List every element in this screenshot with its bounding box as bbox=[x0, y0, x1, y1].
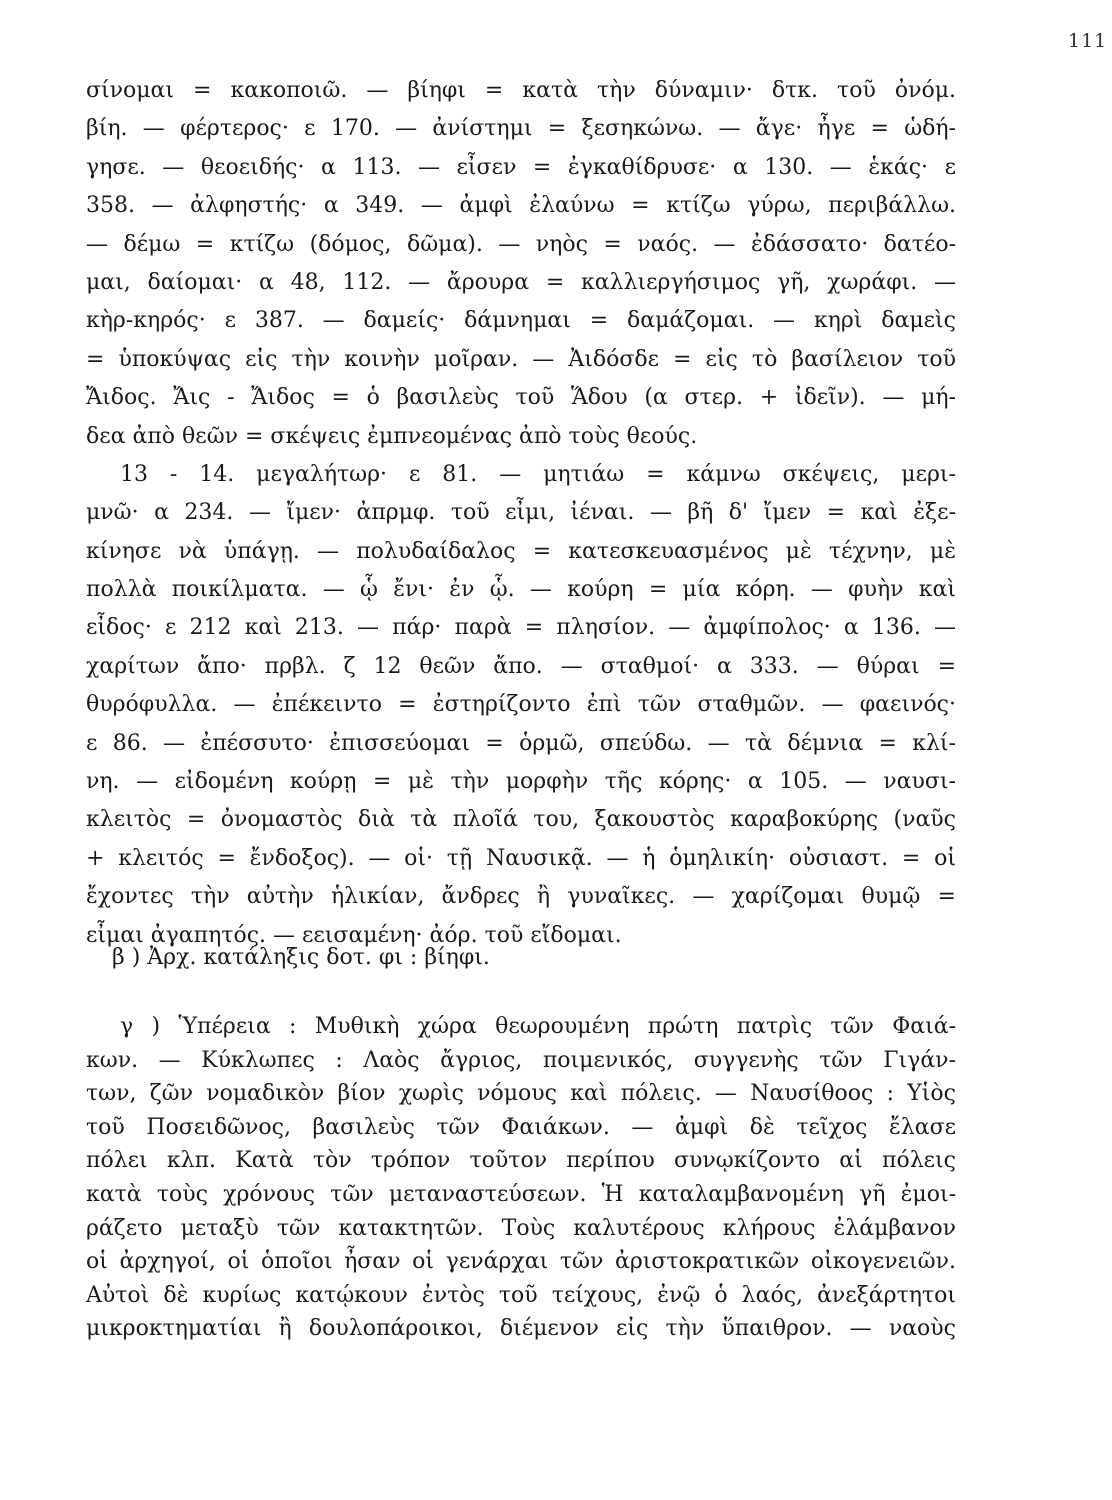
page-number: 111 bbox=[1068, 30, 1108, 52]
text-line: χαρίτων ἄπο· πρβλ. ζ 12 θεῶν ἄπο. — σταθμοί· α 333. — θύραι = bbox=[86, 653, 956, 679]
text-line: των, ζῶν νομαδικὸν βίον χωρὶς νόμους καὶ πόλεις. — Ναυσίθοος : Υἱὸς bbox=[86, 1081, 956, 1107]
text-line: δεα ἀπὸ θεῶν = σκέψεις ἐμπνεομένας ἀπὸ τοὺς θεούς. bbox=[86, 423, 698, 449]
text-line: βίη. — φέρτερος· ε 170. — ἀνίστημι = ξεσηκώνω. — ἄγε· ἦγε = ὡδή- bbox=[86, 116, 956, 142]
text-line: 13 - 14. μεγαλήτωρ· ε 81. — μητιάω = κάμνω σκέψεις, μερι- bbox=[120, 461, 956, 487]
text-line: — δέμω = κτίζω (δόμος, δῶμα). — νηὸς = ναός. — ἐδάσσατο· δατέο- bbox=[86, 231, 956, 257]
text-line: ἔχοντες τὴν αὐτὴν ἡλικίαν, ἄνδρες ἢ γυναῖκες. — χαρίζομαι θυμῷ = bbox=[86, 884, 956, 910]
main-text-block bbox=[86, 72, 956, 955]
text-line: εἶδος· ε 212 καὶ 213. — πάρ· παρὰ = πλησίον. — ἀμφίπολος· α 136. — bbox=[86, 615, 956, 641]
text-line: ε 86. — ἐπέσσυτο· ἐπισσεύομαι = ὁρμῶ, σπεύδω. — τὰ δέμνια = κλί- bbox=[86, 730, 956, 756]
text-line: πολλὰ ποικίλματα. — ᾧ ἔνι· ἐν ᾧ. — κούρη = μία κόρη. — φυὴν καὶ bbox=[86, 577, 956, 603]
text-line: + κλειτός = ἔνδοξος). — οἱ· τῇ Ναυσικᾷ. — ἡ ὁμηλικίη· οὐσιαστ. = οἱ bbox=[86, 845, 956, 871]
section-gamma bbox=[86, 1010, 956, 1346]
note-b: β ) Ἀρχ. κατάληξις δοτ. φι : βίηφι. bbox=[112, 945, 490, 970]
text-line: Αὐτοὶ δὲ κυρίως κατῴκουν ἐντὸς τοῦ τείχους, ἐνῷ ὁ λαός, ἀνεξάρτητοι bbox=[86, 1282, 956, 1308]
text-line: 358. — ἀλφηστής· α 349. — ἀμφὶ ἐλαύνω = κτίζω γύρω, περιβάλλω. bbox=[86, 193, 956, 219]
text-line: πόλει κλπ. Κατὰ τὸν τρόπον τοῦτον περίπου συνῳκίζοντο αἱ πόλεις bbox=[86, 1148, 956, 1174]
text-line: κατὰ τοὺς χρόνους τῶν μεταναστεύσεων. Ἡ καταλαμβανομένη γῆ ἐμοι- bbox=[86, 1181, 956, 1207]
text-line: = ὑποκύψας εἰς τὴν κοινὴν μοῖραν. — Ἀιδόσδε = εἰς τὸ βασίλειον τοῦ bbox=[86, 346, 956, 372]
text-line: κλειτὸς = ὀνομαστὸς διὰ τὰ πλοῖά του, ξακουστὸς καραβοκύρης (ναῦς bbox=[86, 807, 956, 833]
text-line: μικροκτηματίαι ἢ δουλοπάροικοι, διέμενον εἰς τὴν ὕπαιθρον. — ναοὺς bbox=[86, 1316, 956, 1342]
text-line: θυρόφυλλα. — ἐπέκειντο = ἐστηρίζοντο ἐπὶ τῶν σταθμῶν. — φαεινός· bbox=[86, 692, 956, 718]
text-line: ράζετο μεταξὺ τῶν κατακτητῶν. Τοὺς καλυτέρους κλήρους ἐλάμβανον bbox=[86, 1215, 956, 1241]
text-line: γ ) Ὑπέρεια : Μυθικὴ χώρα θεωρουμένη πρώτη πατρὶς τῶν Φαιά- bbox=[120, 1014, 956, 1039]
text-line: εἶμαι ἀγαπητός. — εεισαμένη· ἀόρ. τοῦ εἴδομαι. bbox=[86, 922, 622, 948]
text-line: μαι, δαίομαι· α 48, 112. — ἄρουρα = καλλιεργήσιμος γῆ, χωράφι. — bbox=[86, 269, 956, 295]
text-line: τοῦ Ποσειδῶνος, βασιλεὺς τῶν Φαιάκων. — ἀμφὶ δὲ τεῖχος ἔλασε bbox=[86, 1114, 956, 1140]
text-line: σίνομαι = κακοποιῶ. — βίηφι = κατὰ τὴν δύναμιν· δτκ. τοῦ ὀνόμ. bbox=[86, 78, 956, 103]
text-line: νη. — εἰδομένη κούρῃ = μὲ τὴν μορφὴν τῆς κόρης· α 105. — ναυσι- bbox=[86, 769, 956, 795]
text-line: κὴρ-κηρός· ε 387. — δαμείς· δάμνημαι = δαμάζομαι. — κηρὶ δαμεὶς bbox=[86, 308, 956, 334]
text-line: κίνησε νὰ ὑπάγῃ. — πολυδαίδαλος = κατεσκευασμένος μὲ τέχνην, μὲ bbox=[86, 538, 956, 564]
text-line: γησε. — θεοειδής· α 113. — εἶσεν = ἐγκαθίδρυσε· α 130. — ἑκάς· ε bbox=[86, 154, 956, 180]
text-line: Ἄιδος. Ἄις - Ἄιδος = ὁ βασιλεὺς τοῦ Ἅδου (α στερ. + ἰδεῖν). — μή- bbox=[86, 385, 956, 411]
text-line: οἱ ἀρχηγοί, οἱ ὁποῖοι ἦσαν οἱ γενάρχαι τῶν ἀριστοκρατικῶν οἰκογενειῶν. bbox=[86, 1249, 956, 1275]
text-line: κων. — Κύκλωπες : Λαὸς ἄγριος, ποιμενικός, συγγενὴς τῶν Γιγάν- bbox=[86, 1047, 956, 1073]
text-line: μνῶ· α 234. — ἴμεν· ἀπρμφ. τοῦ εἶμι, ἰέναι. — βῆ δ' ἴμεν = καὶ ἐξε- bbox=[86, 500, 956, 526]
